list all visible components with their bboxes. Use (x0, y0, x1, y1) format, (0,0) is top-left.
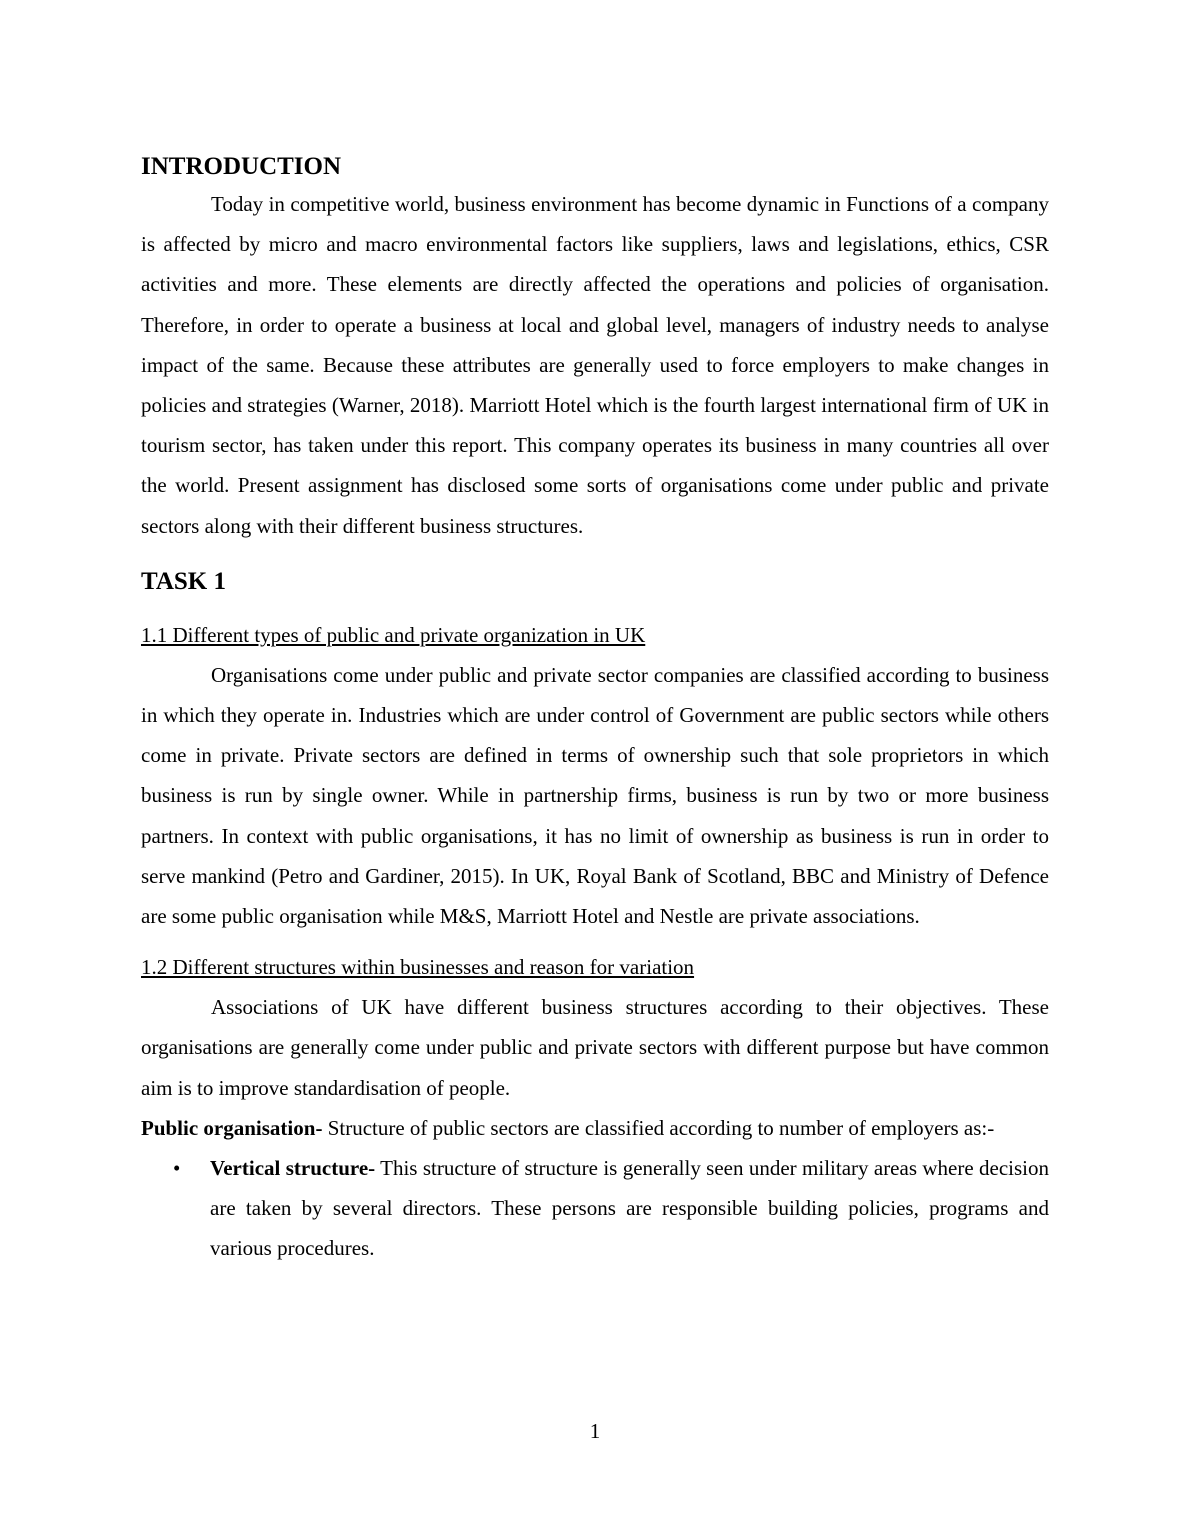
list-item (141, 1148, 1049, 1269)
introduction-heading: INTRODUCTION (141, 153, 342, 180)
public-organisation-label: Public organisation- (141, 1115, 323, 1140)
page-number: 1 (589, 1419, 601, 1443)
section-1-2-paragraph: Associations of UK have different business structures according to their objectives. These organisations are generally come under public and private sectors with different purpose but have common aim is to improve standardisation of people. (141, 995, 1049, 1100)
document-page (141, 150, 1049, 1269)
introduction-paragraph: Today in competitive world, business environment has become dynamic in Functions of a company is affected by micro and macro environmental factors like suppliers, laws and legislations, ethics, CSR activities and more. These elements are directly affected the operations and policies of organisation. Therefore, in order to operate a business at local and global level, managers of industry needs to analyse impact of the same. Because these attributes are generally used to force employers to make changes in policies and strategies (Warner, 2018). Marriott Hotel which is the fourth largest international firm of UK in tourism sector, has taken under this report. This company operates its business in many countries all over the world. Present assignment has disclosed some sorts of organisations come under public and private sectors along with their different business structures. (141, 192, 1049, 538)
section-1-2-title: 1.2 Different structures within businesses and reason for variation (141, 955, 695, 980)
public-organisation-paragraph (141, 1108, 1049, 1148)
bullet-icon: • (173, 1156, 181, 1181)
section-1-1-title: 1.1 Different types of public and private organization in UK (141, 622, 646, 647)
list-item-label: Vertical structure- (210, 1156, 376, 1181)
structure-list (141, 1148, 1049, 1269)
task1-heading: TASK 1 (141, 567, 226, 595)
section-1-1-paragraph: Organisations come under public and private sector companies are classified according to business in which they operate in. Industries which are under control of Government are public sectors while others come in private. Private sectors are defined in terms of ownership such that sole proprietors in which business is run by single owner. While in partnership firms, business is run by two or more business partners. In context with public organisations, it has no limit of ownership as business is run in order to serve mankind (Petro and Gardiner, 2015). In UK, Royal Bank of Scotland, BBC and Ministry of Defence are some public organisation while M&S, Marriott Hotel and Nestle are private associations. (141, 662, 1049, 929)
list-item-text: This structure of structure is generally seen under military areas where decision are taken by several directors. These persons are responsible building policies, programs and various procedures. (210, 1156, 1049, 1261)
public-organisation-text: Structure of public sectors are classified according to number of employers as:- (322, 1115, 995, 1140)
